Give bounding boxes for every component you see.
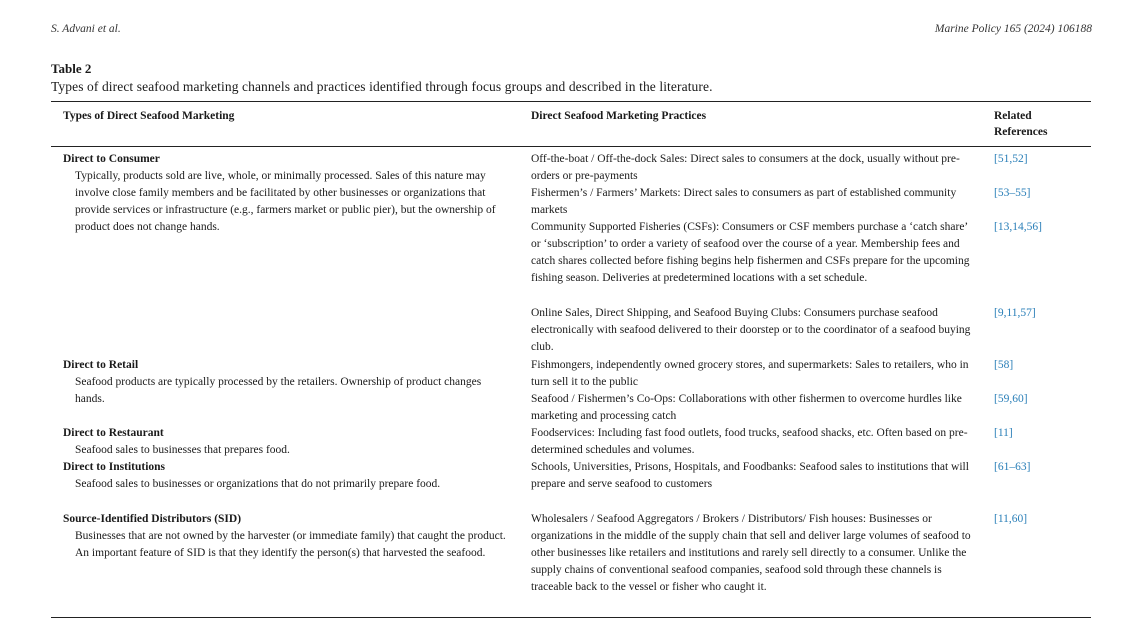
reference-link[interactable]: [13,14,56] [994, 221, 1042, 233]
type-direct-to-retail [63, 357, 513, 408]
type-direct-to-consumer [63, 151, 513, 236]
practice-foodservices: Foodservices: Including fast food outlets, food trucks, seafood shacks, etc. Often based on pre-determined schedules and volumes. [531, 427, 968, 457]
type-source-identified-distributors [63, 511, 513, 562]
type-description: Typically, products sold are live, whole, or minimally processed. Sales of this nature may involve close family members and be facilitated by other businesses or organizations that provide services or infrastructure (e.g., farmers market or public pier), but the ownership of product does not change hands. [75, 170, 496, 234]
table-caption: Types of direct seafood marketing channels and practices identified through focus groups and described in the literature. [51, 79, 713, 94]
type-description: Seafood sales to businesses or organizations that do not primarily prepare food. [75, 478, 441, 491]
reference-link[interactable]: [53–55] [994, 187, 1031, 199]
running-head-authors: S. Advani et al. [51, 23, 121, 35]
header-types: Types of Direct Seafood Marketing [63, 110, 235, 122]
practice-off-the-boat: Off-the-boat / Off-the-dock Sales: Direct sales to consumers at the dock, usually without pre-orders or pre-payments [531, 153, 960, 183]
practice-farmers-markets: Fishermen’s / Farmers’ Markets: Direct sales to consumers as part of established community markets [531, 187, 957, 217]
reference-link[interactable]: [59,60] [994, 393, 1028, 405]
reference-link[interactable]: [51,52] [994, 153, 1028, 165]
type-description: Seafood products are typically processed by the retailers. Ownership of product changes hands. [75, 376, 482, 406]
type-title: Source-Identified Distributors (SID) [63, 513, 242, 525]
type-title: Direct to Retail [63, 359, 139, 371]
type-direct-to-restaurant [63, 425, 513, 459]
reference-link[interactable]: [11] [994, 427, 1013, 439]
running-head-journal: Marine Policy 165 (2024) 106188 [934, 23, 1092, 35]
practice-fishmongers: Fishmongers, independently owned grocery stores, and supermarkets: Sales to retailers, who in turn sell it to the public [531, 359, 969, 389]
practice-co-ops: Seafood / Fishermen’s Co-Ops: Collaborations with other fishermen to overcome hurdles like marketing and processing catch [531, 393, 962, 423]
type-title: Direct to Institutions [63, 461, 166, 473]
type-description: Seafood sales to businesses that prepares food. [75, 444, 290, 457]
practice-online-sales: Online Sales, Direct Shipping, and Seafood Buying Clubs: Consumers purchase seafood electronically with seafood delivered to their doorstep or to the coordinator of a seafood buying club. [531, 307, 971, 354]
table-header-rule [51, 146, 1091, 147]
header-practices: Direct Seafood Marketing Practices [531, 110, 707, 122]
table-label: Table 2 [51, 61, 92, 76]
practice-institutions: Schools, Universities, Prisons, Hospitals, and Foodbanks: Seafood sales to institutions that will prepare and serve seafood to customers [531, 461, 969, 491]
table-bottom-rule [51, 617, 1091, 618]
reference-link[interactable]: [61–63] [994, 461, 1031, 473]
reference-link[interactable]: [58] [994, 359, 1014, 371]
practice-csf: Community Supported Fisheries (CSFs): Consumers or CSF members purchase a ‘catch share’ or ‘subscription’ to order a variety of seafood over the course of a year. Membership fees and catch shares collected before fishing begins help fishermen and CSFs prepare for the upcoming fishing season. Deliveries at predetermined locations with a set schedule. [531, 221, 970, 285]
header-related-references: Related References [994, 110, 1048, 138]
table-top-rule [51, 101, 1091, 102]
type-title: Direct to Consumer [63, 153, 160, 165]
practice-wholesalers: Wholesalers / Seafood Aggregators / Brokers / Distributors/ Fish houses: Businesses or organizations in the middle of the supply chain that sell and deliver large volumes of seafood to other businesses like retailers and institutions and rarely sell directly to a consumer. Unlike the supply chains of conventional seafood companies, seafood sold through these channels is traceable back to the vessel or fisher who caught it. [531, 513, 971, 594]
running-head [51, 23, 1092, 35]
reference-link[interactable]: [11,60] [994, 513, 1028, 525]
type-title: Direct to Restaurant [63, 427, 164, 439]
type-direct-to-institutions [63, 459, 513, 493]
type-description: Businesses that are not owned by the harvester (or immediate family) that caught the product. An important feature of SID is that they identify the person(s) that harvested the seafood. [75, 530, 506, 560]
reference-link[interactable]: [9,11,57] [994, 307, 1036, 319]
